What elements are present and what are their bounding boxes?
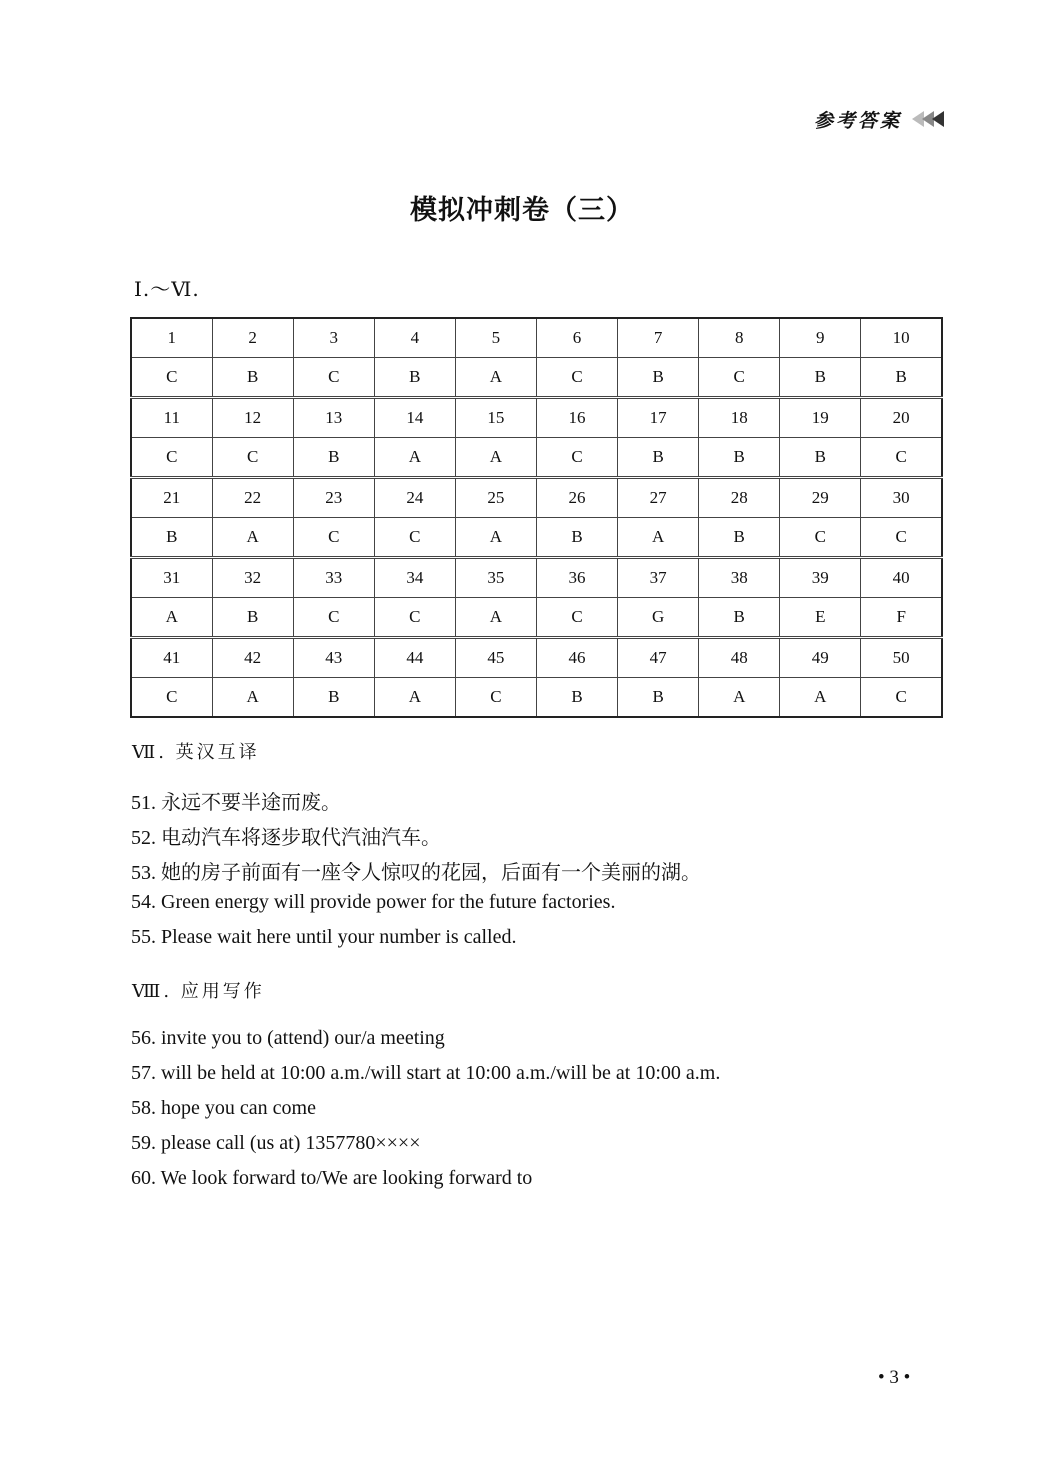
answer-cell: B — [699, 518, 780, 558]
table-row-numbers — [131, 398, 942, 438]
answer-cell: A — [780, 678, 861, 718]
question-number-cell: 37 — [618, 558, 699, 598]
table-row-numbers — [131, 638, 942, 678]
question-number-cell: 39 — [780, 558, 861, 598]
answer-cell: C — [293, 358, 374, 398]
answer-cell: C — [293, 518, 374, 558]
answer-cell: C — [374, 598, 455, 638]
answer-cell: C — [861, 678, 942, 718]
question-number-cell: 24 — [374, 478, 455, 518]
question-number-cell: 8 — [699, 318, 780, 358]
question-number-cell: 17 — [618, 398, 699, 438]
question-number-cell: 27 — [618, 478, 699, 518]
question-number-cell: 26 — [536, 478, 617, 518]
question-number-cell: 15 — [455, 398, 536, 438]
question-number-cell: 34 — [374, 558, 455, 598]
answer-cell: C — [374, 518, 455, 558]
answer-cell: B — [699, 438, 780, 478]
question-number-cell: 14 — [374, 398, 455, 438]
table-row-answers — [131, 518, 942, 558]
question-number-cell: 46 — [536, 638, 617, 678]
page-title: 模拟冲刺卷（三） — [410, 195, 634, 226]
question-number-cell: 47 — [618, 638, 699, 678]
answer-cell: A — [455, 438, 536, 478]
answer-cell: B — [618, 678, 699, 718]
question-number-cell: 48 — [699, 638, 780, 678]
question-number-cell: 5 — [455, 318, 536, 358]
question-number-cell: 50 — [861, 638, 942, 678]
answer-cell: C — [212, 438, 293, 478]
answer-cell: C — [536, 598, 617, 638]
answer-cell: A — [212, 678, 293, 718]
triple-left-arrow-icon — [912, 111, 944, 127]
answer-cell: A — [618, 518, 699, 558]
question-number-cell: 33 — [293, 558, 374, 598]
answer-cell: B — [536, 518, 617, 558]
answer-cell: C — [536, 438, 617, 478]
answer-cell: B — [699, 598, 780, 638]
answer-cell: B — [131, 518, 212, 558]
question-number-cell: 19 — [780, 398, 861, 438]
table-row-numbers — [131, 478, 942, 518]
answer-cell: B — [618, 358, 699, 398]
question-number-cell: 12 — [212, 398, 293, 438]
question-number-cell: 36 — [536, 558, 617, 598]
answer-cell: A — [212, 518, 293, 558]
answer-line-60: 60. We look forward to/We are looking forward to — [131, 1167, 533, 1189]
question-number-cell: 3 — [293, 318, 374, 358]
question-number-cell: 43 — [293, 638, 374, 678]
question-number-cell: 25 — [455, 478, 536, 518]
answer-cell: A — [699, 678, 780, 718]
answer-line-54: 54. Green energy will provide power for the future factories. — [131, 891, 616, 913]
answer-cell: B — [212, 358, 293, 398]
question-number-cell: 42 — [212, 638, 293, 678]
question-number-cell: 44 — [374, 638, 455, 678]
question-number-cell: 38 — [699, 558, 780, 598]
question-number-cell: 20 — [861, 398, 942, 438]
answer-cell: A — [455, 358, 536, 398]
table-row-answers — [131, 678, 942, 718]
question-number-cell: 28 — [699, 478, 780, 518]
answer-cell: A — [374, 678, 455, 718]
answer-line-55: 55. Please wait here until your number is called. — [131, 926, 517, 948]
question-number-cell: 41 — [131, 638, 212, 678]
question-number-cell: 49 — [780, 638, 861, 678]
answer-cell: F — [861, 598, 942, 638]
answer-cell: C — [699, 358, 780, 398]
question-number-cell: 18 — [699, 398, 780, 438]
answer-cell: B — [212, 598, 293, 638]
question-number-cell: 22 — [212, 478, 293, 518]
question-number-cell: 30 — [861, 478, 942, 518]
answer-line-58: 58. hope you can come — [131, 1097, 316, 1119]
question-number-cell: 1 — [131, 318, 212, 358]
answer-cell: B — [293, 438, 374, 478]
answer-table — [130, 317, 943, 718]
answer-cell: A — [131, 598, 212, 638]
question-number-cell: 35 — [455, 558, 536, 598]
answer-cell: B — [618, 438, 699, 478]
answer-cell: B — [780, 438, 861, 478]
answer-cell: C — [131, 438, 212, 478]
answer-line-57: 57. will be held at 10:00 a.m./will start at 10:00 a.m./will be at 10:00 a.m. — [131, 1062, 721, 1084]
answer-cell: C — [861, 518, 942, 558]
answer-cell: C — [861, 438, 942, 478]
answer-cell: C — [131, 678, 212, 718]
answer-cell: B — [374, 358, 455, 398]
answer-line-52: 52. 电动汽车将逐步取代汽油汽车。 — [131, 827, 441, 849]
section-7-label: Ⅶ. 英汉互译 — [132, 742, 260, 763]
table-row-numbers — [131, 558, 942, 598]
section-8-label: Ⅷ. 应用写作 — [132, 981, 265, 1002]
question-number-cell: 7 — [618, 318, 699, 358]
answer-cell: C — [455, 678, 536, 718]
question-number-cell: 11 — [131, 398, 212, 438]
answer-cell: A — [455, 598, 536, 638]
answer-cell: A — [374, 438, 455, 478]
page-header — [814, 104, 944, 134]
question-number-cell: 4 — [374, 318, 455, 358]
question-number-cell: 2 — [212, 318, 293, 358]
answer-cell: C — [536, 358, 617, 398]
question-number-cell: 13 — [293, 398, 374, 438]
answer-cell: G — [618, 598, 699, 638]
answer-line-51: 51. 永远不要半途而废。 — [131, 792, 341, 814]
question-number-cell: 10 — [861, 318, 942, 358]
answer-cell: A — [455, 518, 536, 558]
answer-cell: B — [536, 678, 617, 718]
question-number-cell: 16 — [536, 398, 617, 438]
answer-cell: B — [780, 358, 861, 398]
question-number-cell: 9 — [780, 318, 861, 358]
answer-cell: E — [780, 598, 861, 638]
answer-cell: B — [293, 678, 374, 718]
table-row-numbers — [131, 318, 942, 358]
question-number-cell: 40 — [861, 558, 942, 598]
header-label: 参考答案 — [813, 109, 902, 132]
answer-line-59: 59. please call (us at) 1357780×××× — [131, 1132, 421, 1154]
answer-cell: C — [780, 518, 861, 558]
page-number: • 3 • — [878, 1367, 911, 1388]
answer-line-56: 56. invite you to (attend) our/a meeting — [131, 1027, 445, 1049]
table-row-answers — [131, 438, 942, 478]
question-number-cell: 6 — [536, 318, 617, 358]
answer-cell: C — [293, 598, 374, 638]
section-1-6-label: Ⅰ.～Ⅵ. — [134, 277, 200, 301]
answer-cell: C — [131, 358, 212, 398]
answer-cell: B — [861, 358, 942, 398]
question-number-cell: 29 — [780, 478, 861, 518]
question-number-cell: 45 — [455, 638, 536, 678]
table-row-answers — [131, 598, 942, 638]
question-number-cell: 23 — [293, 478, 374, 518]
question-number-cell: 21 — [131, 478, 212, 518]
question-number-cell: 32 — [212, 558, 293, 598]
answer-line-53: 53. 她的房子前面有一座令人惊叹的花园，后面有一个美丽的湖。 — [131, 862, 701, 884]
question-number-cell: 31 — [131, 558, 212, 598]
table-row-answers — [131, 358, 942, 398]
